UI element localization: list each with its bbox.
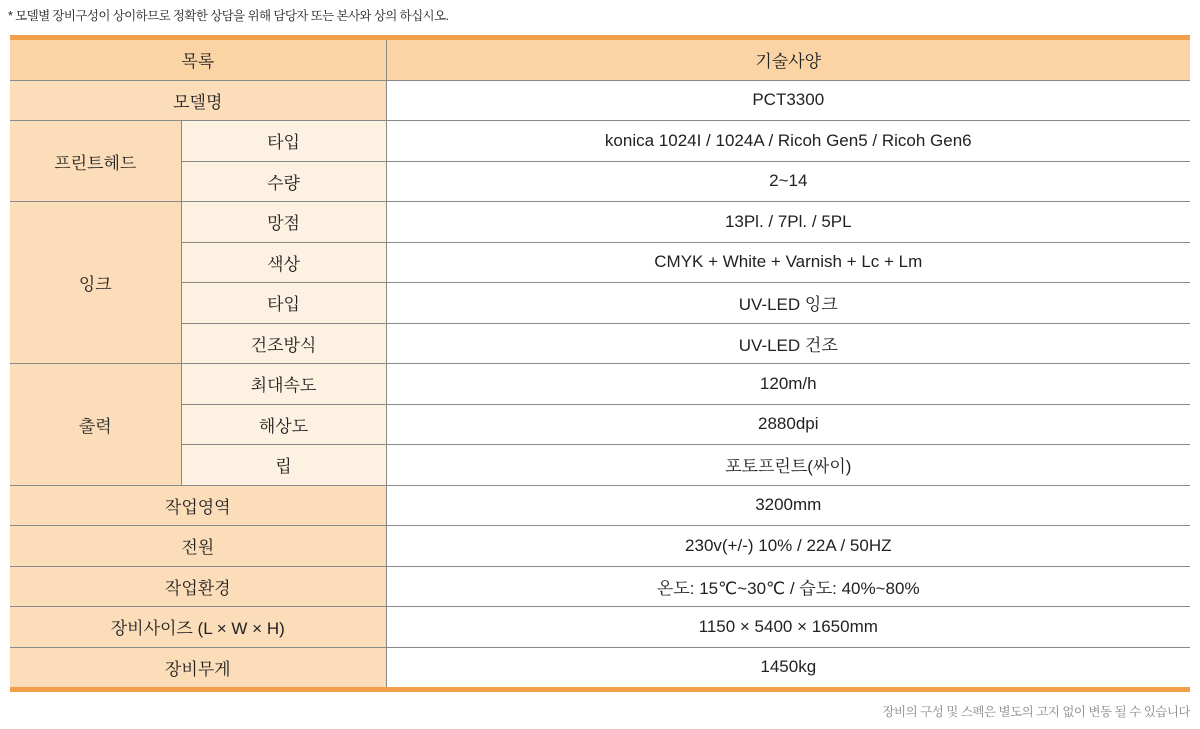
row-value-ink-dot: 13Pl. / 7Pl. / 5PL — [386, 202, 1190, 243]
top-notice: * 모델별 장비구성이 상이하므로 정확한 상담을 위해 담당자 또는 본사와 상의 하십시오. — [8, 9, 449, 23]
row-value-power: 230v(+/-) 10% / 22A / 50HZ — [386, 526, 1190, 567]
row-value-output-max-speed: 120m/h — [386, 364, 1190, 405]
row-value-environment: 온도: 15℃~30℃ / 습도: 40%~80% — [386, 566, 1190, 607]
row-label-ink-dot: 망점 — [181, 202, 386, 243]
table-row — [10, 283, 1190, 324]
row-value-printhead-quantity: 2~14 — [386, 161, 1190, 202]
row-value-ink-drying: UV-LED 건조 — [386, 323, 1190, 364]
row-label-power: 전원 — [10, 526, 386, 567]
group-label-printhead: 프린트헤드 — [10, 121, 181, 202]
row-label-work-area: 작업영역 — [10, 485, 386, 526]
bottom-notice: 장비의 구성 및 스펙은 별도의 고지 없이 변동 될 수 있습니다 — [882, 705, 1190, 719]
table-row — [10, 323, 1190, 364]
row-value-work-area: 3200mm — [386, 485, 1190, 526]
row-label-environment: 작업환경 — [10, 566, 386, 607]
table-row — [10, 445, 1190, 486]
row-label-weight: 장비무게 — [10, 647, 386, 690]
table-row — [10, 202, 1190, 243]
row-label-output-resolution: 해상도 — [181, 404, 386, 445]
table-row — [10, 607, 1190, 648]
row-label-printhead-type: 타입 — [181, 121, 386, 162]
row-value-output-rip: 포토프린트(싸이) — [386, 445, 1190, 486]
row-value-weight: 1450kg — [386, 647, 1190, 690]
row-label-output-max-speed: 최대속도 — [181, 364, 386, 405]
row-label-ink-type: 타입 — [181, 283, 386, 324]
row-label-size: 장비사이즈 (L × W × H) — [10, 607, 386, 648]
row-value-model: PCT3300 — [386, 80, 1190, 121]
table-header-row — [10, 38, 1190, 81]
table-row — [10, 404, 1190, 445]
row-label-ink-drying: 건조방식 — [181, 323, 386, 364]
table-row — [10, 526, 1190, 567]
table-row — [10, 80, 1190, 121]
table-row — [10, 121, 1190, 162]
row-value-output-resolution: 2880dpi — [386, 404, 1190, 445]
group-label-ink: 잉크 — [10, 202, 181, 364]
row-value-ink-color: CMYK + White + Varnish + Lc + Lm — [386, 242, 1190, 283]
table-row — [10, 647, 1190, 690]
row-label-output-rip: 립 — [181, 445, 386, 486]
table-row — [10, 485, 1190, 526]
row-label-ink-color: 색상 — [181, 242, 386, 283]
header-spec: 기술사양 — [386, 38, 1190, 81]
header-list: 목록 — [10, 38, 386, 81]
table-row — [10, 566, 1190, 607]
group-label-output: 출력 — [10, 364, 181, 486]
table-row — [10, 161, 1190, 202]
row-value-size: 1150 × 5400 × 1650mm — [386, 607, 1190, 648]
table-row — [10, 364, 1190, 405]
row-value-ink-type: UV-LED 잉크 — [386, 283, 1190, 324]
row-label-model: 모델명 — [10, 80, 386, 121]
table-row — [10, 242, 1190, 283]
row-label-printhead-quantity: 수량 — [181, 161, 386, 202]
spec-table — [10, 35, 1190, 692]
row-value-printhead-type: konica 1024I / 1024A / Ricoh Gen5 / Ricoh Gen6 — [386, 121, 1190, 162]
